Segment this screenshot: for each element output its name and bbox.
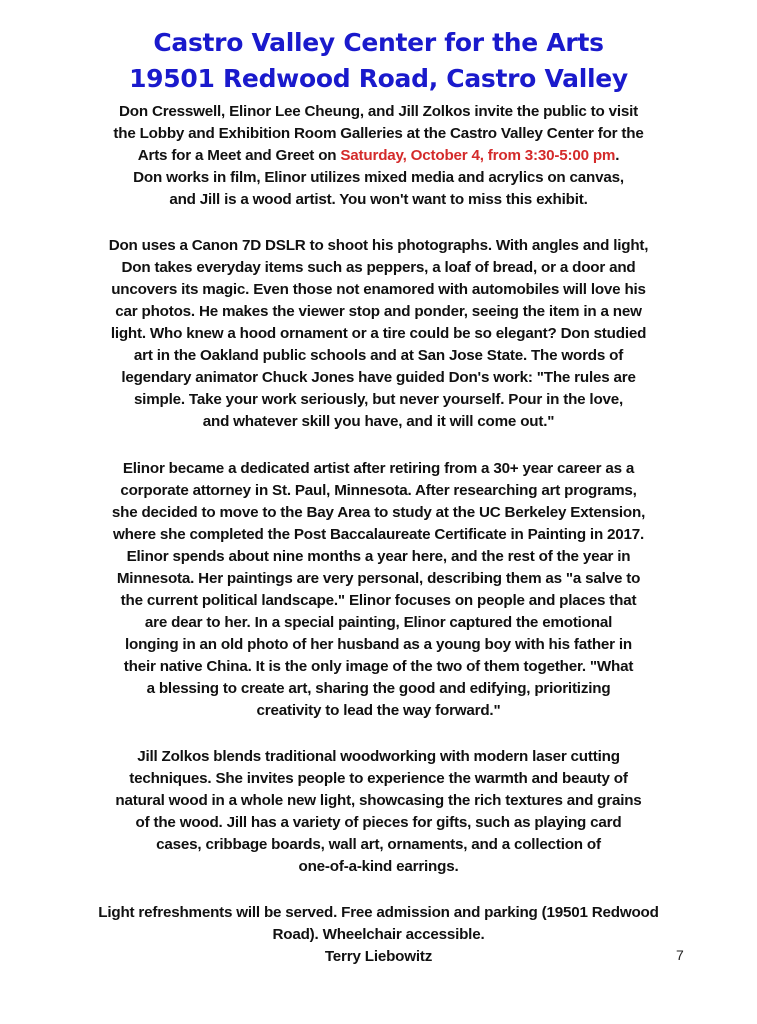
intro-text: . — [615, 147, 620, 164]
don-line: legendary animator Chuck Jones have guided Don's work: "The rules are — [121, 369, 636, 386]
intro-paragraph — [30, 101, 727, 211]
page-title: Castro Valley Center for the Arts — [153, 28, 604, 57]
event-date-time: Saturday, October 4, from 3:30-5:00 pm — [340, 147, 616, 164]
elinor-line: where she completed the Post Baccalaureate Certificate in Painting in 2017. — [112, 526, 645, 543]
intro-text: Arts for a Meet and Greet on — [137, 147, 341, 164]
elinor-line: she decided to move to the Bay Area to study at the UC Berkeley Extension, — [111, 504, 646, 521]
footer-line: Road). Wheelchair accessible. — [272, 926, 485, 943]
venue-address: 19501 Redwood Road, Castro Valley — [129, 64, 628, 93]
don-line: Don uses a Canon 7D DSLR to shoot his photographs. With angles and light, — [108, 237, 649, 254]
elinor-line: creativity to lead the way forward." — [256, 702, 501, 719]
jill-line: one-of-a-kind earrings. — [298, 858, 459, 875]
don-line: uncovers its magic. Even those not enamored with automobiles will love his — [111, 281, 646, 298]
elinor-line: Elinor spends about nine months a year here, and the rest of the year in — [126, 548, 631, 565]
intro-line: Don Cresswell, Elinor Lee Cheung, and Jill Zolkos invite the public to visit — [119, 103, 638, 120]
elinor-line: the current political landscape." Elinor focuses on people and places that — [120, 592, 637, 609]
jill-line: of the wood. Jill has a variety of pieces for gifts, such as playing card — [135, 814, 622, 831]
jill-line: techniques. She invites people to experience the warmth and beauty of — [129, 770, 628, 787]
elinor-line: longing in an old photo of her husband as a young boy with his father in — [124, 636, 633, 653]
footer-paragraph — [30, 902, 727, 968]
don-line: simple. Take your work seriously, but never yourself. Pour in the love, — [133, 391, 624, 408]
intro-line: and Jill is a wood artist. You won't want to miss this exhibit. — [169, 191, 588, 208]
elinor-line: a blessing to create art, sharing the good and edifying, prioritizing — [146, 680, 611, 697]
don-line: and whatever skill you have, and it will come out." — [202, 413, 555, 430]
author-name: Terry Liebowitz — [324, 948, 433, 965]
don-line: Don takes everyday items such as peppers, a loaf of bread, or a door and — [121, 259, 636, 276]
jill-paragraph — [30, 746, 727, 878]
intro-line: the Lobby and Exhibition Room Galleries at the Castro Valley Center for the — [113, 125, 644, 142]
jill-line: cases, cribbage boards, wall art, ornaments, and a collection of — [156, 836, 601, 853]
jill-line: natural wood in a whole new light, showcasing the rich textures and grains — [115, 792, 642, 809]
page-number: 7 — [676, 947, 684, 963]
elinor-line: corporate attorney in St. Paul, Minnesota. After researching art programs, — [120, 482, 637, 499]
elinor-paragraph — [30, 458, 727, 722]
elinor-line: are dear to her. In a special painting, Elinor captured the emotional — [144, 614, 613, 631]
elinor-line: Elinor became a dedicated artist after retiring from a 30+ year career as a — [122, 460, 635, 477]
intro-line: Don works in film, Elinor utilizes mixed media and acrylics on canvas, — [133, 169, 624, 186]
intro-line — [30, 145, 727, 167]
jill-line: Jill Zolkos blends traditional woodworking with modern laser cutting — [137, 748, 620, 765]
don-line: light. Who knew a hood ornament or a tire could be so elegant? Don studied — [110, 325, 647, 342]
footer-line: Light refreshments will be served. Free admission and parking (19501 Redwood — [98, 904, 659, 921]
elinor-line: Minnesota. Her paintings are very personal, describing them as "a salve to — [116, 570, 641, 587]
don-line: car photos. He makes the viewer stop and ponder, seeing the item in a new — [115, 303, 642, 320]
don-line: art in the Oakland public schools and at San Jose State. The words of — [133, 347, 624, 364]
don-paragraph — [30, 235, 727, 433]
elinor-line: their native China. It is the only image of the two of them together. "What — [123, 658, 634, 675]
